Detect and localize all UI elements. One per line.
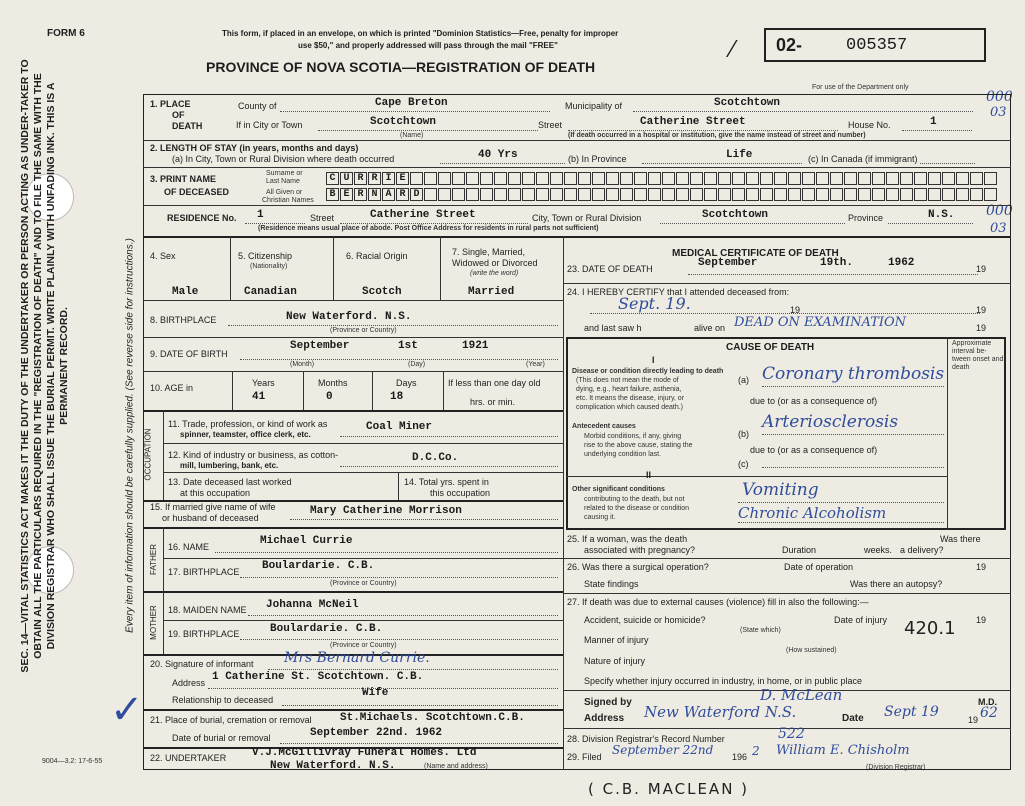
house-label: House No. [848, 120, 891, 130]
surname-letter-cell [438, 172, 451, 185]
given-letter-cell [718, 188, 731, 201]
years-spent-label-2: this occupation [430, 488, 491, 498]
surname-letter-cell [956, 172, 969, 185]
surname-letter-cell [760, 172, 773, 185]
trade-label-1: 11. Trade, profession, or kind of work as [168, 419, 328, 429]
delivery-label-1: Was there [940, 534, 981, 544]
given-letter-cell [606, 188, 619, 201]
sex-label: 4. Sex [150, 251, 176, 261]
residence-number: 1 [257, 209, 264, 221]
name-hint: (Name) [400, 132, 424, 139]
given-letter-cell [928, 188, 941, 201]
print-code: 9004—3.2: 17-6-55 [42, 758, 103, 765]
place-label-1: 1. PLACE [150, 99, 191, 109]
surname-letter-cell: E [396, 172, 409, 185]
informant-address: 1 Catherine St. Scotchtown. C.B. [212, 671, 424, 683]
disease-label-3: dying, e.g., heart failure, asthenia, [576, 386, 682, 393]
other-label-4: causing it. [584, 514, 616, 521]
surname-letter-cell [984, 172, 997, 185]
surname-letter-cell [522, 172, 535, 185]
mother-birthplace: Boulardarie. C.B. [270, 623, 383, 635]
surname-letter-cell [592, 172, 605, 185]
surname-letter-cell [480, 172, 493, 185]
morbid-label-3: underlying condition last. [584, 451, 662, 458]
given-letter-cell [676, 188, 689, 201]
duration-label: Duration [782, 545, 817, 555]
registrar-no-label: 28. Division Registrar's Record Number [567, 734, 725, 744]
burial-date: September 22nd. 1962 [310, 727, 443, 739]
surname-letter-cell [452, 172, 465, 185]
occupation-vertical-label: OCCUPATION [143, 428, 153, 481]
surname-letter-cell [872, 172, 885, 185]
marital-value: Married [468, 286, 515, 298]
mother-vertical-label: MOTHER [148, 605, 158, 640]
industry-label-1: 12. Kind of industry or business, as cotton- [168, 450, 339, 460]
how-sustained: (How sustained) [786, 647, 837, 654]
given-label-2: Christian Names [262, 197, 314, 204]
burial-date-label: Date of burial or removal [172, 733, 271, 743]
age-days: 18 [390, 391, 404, 403]
given-letter-cell [956, 188, 969, 201]
mother-name: Johanna McNeil [266, 599, 359, 611]
surname-letter-cell [606, 172, 619, 185]
given-letter-cell [536, 188, 549, 201]
given-letter-cell [634, 188, 647, 201]
industry-value: D.C.Co. [412, 452, 459, 464]
death-year: 1962 [888, 257, 915, 269]
father-hint: (Province or Country) [330, 580, 397, 587]
attended-year-end: 19 [976, 305, 987, 315]
part-2: II [646, 470, 652, 480]
surname-letter-cell [900, 172, 913, 185]
medical-title: MEDICAL CERTIFICATE OF DEATH [672, 248, 839, 259]
cause-a: Coronary thrombosis [762, 364, 945, 384]
statute-text: SEC. 14—VITAL STATISTICS ACT MAKES IT THE DUTY OF THE UNDERTAKER OR PERSON ACTING AS UNDER-TAKER TO OBTAIN ALL THE PARTICULARS REQUIRED IN THE "REGISTRATION OF DEATH" AND TO FILE THE SAME WITH THE DIVISION REGISTRAR WHO SHALL ISSUE THE BURIAL PERMIT. WRITE PLAINLY WITH UNFADING INK. THIS IS A PERMANENT RECORD. [19, 59, 70, 673]
days-label: Days [396, 378, 417, 388]
last-worked-label-1: 13. Date deceased last worked [168, 477, 292, 487]
dob-month-hint: (Month) [290, 361, 315, 368]
surname-letter-cell: R [354, 172, 367, 185]
given-letter-cell [858, 188, 871, 201]
dob-label: 9. DATE OF BIRTH [150, 349, 228, 359]
surname-letter-cell [732, 172, 745, 185]
municipality-label: Municipality of [565, 101, 623, 111]
surname-letter-cell [648, 172, 661, 185]
external-label: 27. If death was due to external causes (violence) fill in also the following:— [567, 597, 869, 607]
surname-letter-cell [564, 172, 577, 185]
citizenship-hint: (Nationality) [250, 263, 288, 270]
surname-label-2: Last Name [266, 178, 300, 185]
margin-code-4: 03 [990, 221, 1007, 236]
residence-province-label: Province [848, 213, 884, 223]
operation-year: 19 [976, 562, 987, 572]
margin-code-1: 000 [986, 89, 1013, 105]
given-letter-cell [732, 188, 745, 201]
street-value: Catherine Street [640, 116, 746, 128]
given-letter-cell [970, 188, 983, 201]
mother-birthplace-label: 19. BIRTHPLACE [168, 629, 240, 639]
manner-label: Manner of injury [584, 635, 649, 645]
trade-label-2: spinner, teamster, office clerk, etc. [180, 430, 311, 439]
hospital-note: (If death occurred in a hospital or institution, give the name instead of street and number) [568, 132, 866, 139]
cause-c-label: (c) [738, 459, 749, 469]
stay-a-value: 40 Yrs [478, 149, 518, 161]
given-letter-cell [774, 188, 787, 201]
father-name: Michael Currie [260, 535, 353, 547]
stay-label: 2. LENGTH OF STAY (in years, months and days) [150, 143, 359, 153]
county-label: County of [238, 101, 277, 111]
other-label-2: contributing to the death, but not [584, 496, 685, 503]
undertaker-value: V.J.McGillivray Funeral Homes. Ltd [252, 747, 477, 759]
sig-date: Sept 19 [884, 704, 939, 720]
specify-label: Specify whether injury occurred in industry, in home, or in public place [584, 676, 862, 686]
other-label-3: related to the disease or condition [584, 505, 690, 512]
cause-b-label: (b) [738, 429, 749, 439]
sig-year-prefix: 19 [968, 715, 979, 725]
months-label: Months [318, 378, 348, 388]
burial-place: St.Michaels. Scotchtown.C.B. [340, 712, 525, 724]
surname-letter-cell [788, 172, 801, 185]
delivery-label-2: a delivery? [900, 545, 944, 555]
age-months: 0 [326, 391, 333, 403]
registrar-no: 522 [778, 726, 805, 742]
bottom-note: ( C.B. MACLEAN ) [588, 780, 750, 798]
dob-day: 1st [398, 340, 418, 352]
other-cause-1: Vomiting [742, 480, 819, 500]
stay-b-label: (b) In Province [568, 154, 627, 164]
father-birthplace: Boulardarie. C.B. [262, 560, 375, 572]
date-of-death-label: 23. DATE OF DEATH [567, 264, 653, 274]
age-label: 10. AGE in [150, 383, 194, 393]
md-label: M.D. [978, 697, 997, 707]
stay-c-label: (c) In Canada (if immigrant) [808, 154, 918, 164]
state-findings: State findings [584, 579, 639, 589]
given-letter-cell: R [396, 188, 409, 201]
filed-year: 2 [752, 744, 760, 758]
mother-hint: (Province or Country) [330, 642, 397, 649]
given-letter-cell [550, 188, 563, 201]
given-letter-cell [788, 188, 801, 201]
signed-by: D. McLean [760, 686, 843, 704]
given-letter-cell [662, 188, 675, 201]
surname-letter-cell [704, 172, 717, 185]
surname-letter-cell [844, 172, 857, 185]
sig-address: New Waterford N.S. [644, 703, 797, 721]
given-letter-cell: A [382, 188, 395, 201]
given-letter-cell [452, 188, 465, 201]
years-spent-label-1: 14. Total yrs. spent in [404, 477, 489, 487]
disease-label-1: Disease or condition directly leading to death [572, 368, 724, 375]
given-letter-cell [578, 188, 591, 201]
marital-label-3: (write the word) [470, 270, 519, 277]
death-day: 19th. [820, 257, 854, 269]
municipality-value: Scotchtown [714, 97, 781, 109]
years-label: Years [252, 378, 275, 388]
check-mark-2: ✓ [110, 687, 144, 733]
street-label: Street [538, 120, 563, 130]
informant-sig-label: 20. Signature of informant [150, 659, 254, 669]
surname-letter-cell [550, 172, 563, 185]
sig-date-label: Date [842, 713, 864, 724]
certify-label: 24. I HEREBY CERTIFY that I attended deceased from: [567, 287, 790, 297]
surname-letter-cell [536, 172, 549, 185]
attended-year: 19 [790, 305, 801, 315]
birthplace-hint: (Province or Country) [330, 327, 397, 334]
surname-letter-cell [578, 172, 591, 185]
residence-city-label: City, Town or Rural Division [532, 213, 642, 223]
surname-letter-cell: R [368, 172, 381, 185]
surname-letter-cell [620, 172, 633, 185]
given-letter-cell [480, 188, 493, 201]
surname-letter-cell [914, 172, 927, 185]
residence-label: RESIDENCE No. [167, 213, 237, 223]
date-of-operation: Date of operation [784, 562, 854, 572]
relationship-value: Wife [362, 687, 389, 699]
given-letter-cell [984, 188, 997, 201]
residence-street-label: Street [310, 213, 335, 223]
surname-letter-cell [858, 172, 871, 185]
surname-letter-cell [942, 172, 955, 185]
stay-a-label: (a) In City, Town or Rural Division where death occurred [172, 154, 395, 164]
given-letter-cell: N [368, 188, 381, 201]
name-label-1: 3. PRINT NAME [150, 174, 217, 184]
given-letter-cell [690, 188, 703, 201]
residence-note: (Residence means usual place of abode. Post Office Address for residents in rural parts not sufficient) [258, 225, 599, 232]
other-cause-2: Chronic Alcoholism [738, 504, 887, 522]
death-year-prefix: 19 [976, 264, 987, 274]
given-letter-cell [872, 188, 885, 201]
due-to-2: due to (or as a consequence of) [750, 445, 878, 455]
sig-year: 62 [980, 705, 998, 721]
stamp-code: 420.1 [904, 618, 956, 639]
alive-on: alive on [694, 323, 726, 333]
sig-address-label: Address [584, 713, 625, 724]
cause-a-label: (a) [738, 375, 749, 385]
page-title: PROVINCE OF NOVA SCOTIA—REGISTRATION OF DEATH [206, 59, 596, 75]
disease-label-5: complication which caused death.) [576, 404, 684, 411]
dob-month: September [290, 340, 350, 352]
registrar-signature: William E. Chisholm [776, 743, 910, 758]
nature-label: Nature of injury [584, 656, 646, 666]
state-which: (State which) [740, 627, 781, 634]
filed-label: 29. Filed [567, 752, 602, 762]
industry-label-2: mill, lumbering, bank, etc. [180, 461, 279, 470]
surname-letter-cell [494, 172, 507, 185]
given-letter-cell [844, 188, 857, 201]
house-value: 1 [930, 116, 937, 128]
surname-letter-cell: C [326, 172, 339, 185]
father-birthplace-label: 17. BIRTHPLACE [168, 567, 240, 577]
instructions-text: Every item of information should be carefully supplied. (See reverse side for instructions.) [124, 238, 136, 633]
registration-prefix: 02- [776, 35, 803, 55]
surname-letter-cell [690, 172, 703, 185]
surname-letter-cell [774, 172, 787, 185]
surname-letter-cell [662, 172, 675, 185]
marital-label-2: Widowed or Divorced [452, 258, 538, 268]
birthplace-value: New Waterford. N.S. [286, 311, 412, 323]
dob-year: 1921 [462, 340, 489, 352]
given-letter-cell: D [410, 188, 423, 201]
given-letter-cell [746, 188, 759, 201]
surname-letter-cell [746, 172, 759, 185]
place-label-2: OF [172, 110, 185, 120]
citizenship-value: Canadian [244, 286, 297, 298]
given-letter-cell [424, 188, 437, 201]
surname-letter-cell [634, 172, 647, 185]
surname-letter-cell [676, 172, 689, 185]
accident-label: Accident, suicide or homicide? [584, 615, 706, 625]
weeks-label: weeks. [864, 545, 893, 555]
relationship-label: Relationship to deceased [172, 695, 274, 705]
injury-year: 19 [976, 615, 987, 625]
given-letter-cell [592, 188, 605, 201]
last-saw-label: and last saw h [584, 323, 642, 333]
form-number: FORM 6 [47, 28, 85, 39]
last-saw-value: DEAD ON EXAMINATION [734, 315, 907, 330]
residence-city: Scotchtown [702, 209, 769, 221]
surname-letter-cell: U [340, 172, 353, 185]
cause-b: Arteriosclerosis [762, 412, 899, 432]
given-letter-cell [900, 188, 913, 201]
given-letter-cell: B [326, 188, 339, 201]
given-letter-cell [522, 188, 535, 201]
name-label-2: OF DECEASED [164, 187, 230, 197]
mother-name-label: 18. MAIDEN NAME [168, 605, 247, 615]
antecedent-label: Antecedent causes [572, 423, 636, 430]
less-than-day: If less than one day old [448, 378, 541, 388]
attended-from: Sept. 19. [618, 294, 691, 313]
woman-label-2: associated with pregnancy? [584, 545, 696, 555]
last-worked-label-2: at this occupation [180, 488, 251, 498]
given-letter-cell [564, 188, 577, 201]
mail-notice-2: use $50," and properly addressed will pass through the mail "FREE" [298, 41, 558, 50]
given-letter-cell [620, 188, 633, 201]
given-label-1: All Given or [266, 189, 303, 196]
given-letter-cell [760, 188, 773, 201]
hrs-min: hrs. or min. [470, 397, 516, 407]
surgery-label: 26. Was there a surgical operation? [567, 562, 709, 572]
dob-year-hint: (Year) [526, 361, 545, 368]
date-of-injury: Date of injury [834, 615, 888, 625]
spouse-value: Mary Catherine Morrison [310, 505, 462, 517]
father-vertical-label: FATHER [148, 544, 158, 575]
surname-letter-cell [802, 172, 815, 185]
part-1: I [652, 355, 655, 365]
morbid-label-2: rise to the above cause, stating the [584, 442, 693, 449]
undertaker-hint: (Name and address) [424, 763, 488, 770]
father-name-label: 16. NAME [168, 542, 210, 552]
registrar-hint: (Division Registrar) [866, 764, 926, 771]
margin-code-2: 03 [990, 105, 1007, 120]
marital-label-1: 7. Single, Married, [452, 247, 526, 257]
check-mark-1: ⁄ [730, 38, 734, 63]
surname-letter-cell [466, 172, 479, 185]
surname-letter-cell [886, 172, 899, 185]
given-letter-cell: R [354, 188, 367, 201]
given-letter-cell [886, 188, 899, 201]
dob-day-hint: (Day) [408, 361, 426, 368]
surname-letter-cell [816, 172, 829, 185]
burial-place-label: 21. Place of burial, cremation or removal [150, 715, 312, 725]
informant-signature: Mrs Bernard Currie. [284, 650, 430, 666]
surname-letter-cell [424, 172, 437, 185]
trade-value: Coal Miner [366, 421, 433, 433]
last-saw-year: 19 [976, 323, 987, 333]
signed-label: Signed by [584, 697, 632, 708]
autopsy-label: Was there an autopsy? [850, 579, 943, 589]
filed-year-prefix: 196 [732, 752, 748, 762]
registration-number: 005357 [846, 36, 908, 55]
place-label-3: DEATH [172, 121, 203, 131]
given-letter-cell [508, 188, 521, 201]
department-use: For use of the Department only [812, 84, 909, 91]
surname-letter-cell [718, 172, 731, 185]
given-letter-cell [466, 188, 479, 201]
woman-label-1: 25. If a woman, was the death [567, 534, 688, 544]
age-years: 41 [252, 391, 266, 403]
surname-letter-cell [508, 172, 521, 185]
given-letter-cell [494, 188, 507, 201]
disease-label-2: (This does not mean the mode of [576, 377, 679, 384]
given-letter-cell [438, 188, 451, 201]
undertaker-value-2: New Waterford. N.S. [270, 760, 396, 772]
spouse-label-1: 15. If married give name of wife [150, 502, 276, 512]
surname-label-1: Surname or [266, 170, 303, 177]
filed-date: September 22nd [612, 743, 714, 757]
stay-b-value: Life [726, 149, 753, 161]
racial-value: Scotch [362, 286, 402, 298]
surname-letter-cell: I [382, 172, 395, 185]
county-value: Cape Breton [375, 97, 448, 109]
city-value: Scotchtown [370, 116, 437, 128]
citizenship-label: 5. Citizenship [238, 251, 293, 261]
death-month: September [698, 257, 758, 269]
given-letter-cell [914, 188, 927, 201]
disease-label-4: etc. It means the disease, injury, or [576, 395, 685, 402]
informant-address-label: Address [172, 678, 206, 688]
sex-value: Male [172, 286, 199, 298]
mail-notice-1: This form, if placed in an envelope, on which is printed "Dominion Statistics—Free, penalty for improper [222, 29, 619, 38]
given-letter-cell [830, 188, 843, 201]
undertaker-label: 22. UNDERTAKER [150, 753, 227, 763]
residence-street: Catherine Street [370, 209, 476, 221]
given-letter-cell: E [340, 188, 353, 201]
residence-province: N.S. [928, 209, 955, 221]
given-letter-cell [816, 188, 829, 201]
spouse-label-2: or husband of deceased [162, 513, 259, 523]
margin-code-3: 000 [986, 203, 1013, 219]
city-label: If in City or Town [236, 120, 303, 130]
due-to-1: due to (or as a consequence of) [750, 396, 878, 406]
surname-letter-cell [928, 172, 941, 185]
cause-title: CAUSE OF DEATH [726, 342, 815, 353]
given-letter-cell [942, 188, 955, 201]
other-label-1: Other significant conditions [572, 486, 665, 493]
approx-interval: Approximate interval be-tween onset and death [952, 340, 1004, 371]
surname-letter-cell [830, 172, 843, 185]
racial-label: 6. Racial Origin [346, 251, 408, 261]
surname-letter-cell [970, 172, 983, 185]
birthplace-label: 8. BIRTHPLACE [150, 315, 217, 325]
surname-letter-cell [410, 172, 423, 185]
given-letter-cell [648, 188, 661, 201]
given-letter-cell [704, 188, 717, 201]
given-letter-cell [802, 188, 815, 201]
morbid-label-1: Morbid conditions, if any, giving [584, 433, 682, 440]
